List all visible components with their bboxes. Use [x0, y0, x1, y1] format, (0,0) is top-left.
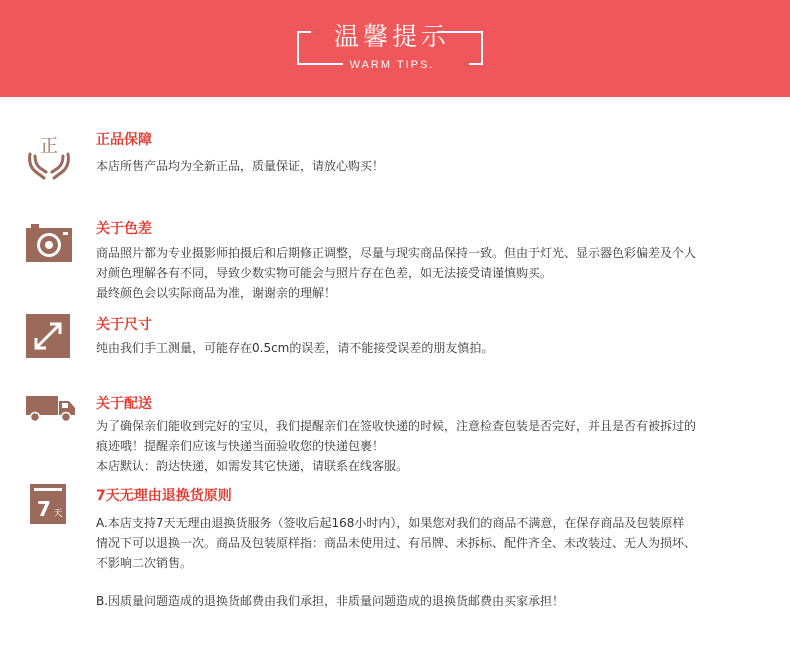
section-text: 为了确保亲们能收到完好的宝贝，我们提醒亲们在签收快递的时候，注意检查包装是否完好，并且是否有被拆过的 [96, 419, 697, 433]
section-text: 痕迹哦！提醒亲们应该与快递当面验收您的快递包裹！ [96, 439, 385, 453]
banner-subtitle: WARM TIPS. [349, 59, 435, 71]
day-char: 天 [53, 509, 63, 519]
camera-icon [26, 224, 72, 262]
section-text: 商品照片都为专业摄影师拍摄后和后期修正调整，尽量与现实商品保持一致。但由于灯光、显示器色彩偏差及个人 [96, 246, 697, 260]
section-heading: 7天无理由退换货原则 [96, 488, 232, 504]
section-text: 纯由我们手工测量，可能存在0.5cm的误差，请不能接受误差的朋友慎拍。 [96, 341, 494, 355]
seven-digit: 7 [37, 497, 51, 521]
section-text: 情况下可以退换一次。商品及包装原样指：商品未使用过、有吊牌、未拆标、配件齐全、未改装过、无人为损坏、 [96, 536, 697, 550]
genuine-char: 正 [40, 136, 58, 157]
hands-genuine-icon [26, 132, 72, 180]
section-heading: 关于色差 [96, 221, 152, 237]
section-text: A.本店支持7天无理由退换货服务（签收后起168小时内），如果您对我们的商品不满意，在保存商品及包装原样 [96, 516, 685, 530]
section-text: 本店默认：韵达快递，如需发其它快递，请联系在线客服。 [96, 459, 409, 473]
section-text: 不影响二次销售。 [96, 556, 193, 570]
resize-arrow-icon [26, 314, 70, 358]
seven-day-calendar-icon [30, 484, 66, 524]
section-heading: 关于配送 [96, 396, 152, 412]
section-text: 最终颜色会以实际商品为准，谢谢亲的理解！ [96, 286, 337, 300]
section-text: B.因质量问题造成的退换货邮费由我们承担，非质量问题造成的退换货邮费由买家承担！ [96, 594, 565, 608]
section-heading: 关于尺寸 [96, 317, 152, 333]
banner-title: 温馨提示 [333, 22, 450, 51]
header-banner [0, 0, 790, 97]
section-text: 对颜色理解各有不同，导致少数实物可能会与照片存在色差，如无法接受请谨慎购买。 [96, 266, 553, 280]
section-heading: 正品保障 [96, 132, 152, 148]
section-text: 本店所售产品均为全新正品，质量保证，请放心购买！ [96, 159, 385, 173]
delivery-truck-icon [26, 396, 76, 422]
